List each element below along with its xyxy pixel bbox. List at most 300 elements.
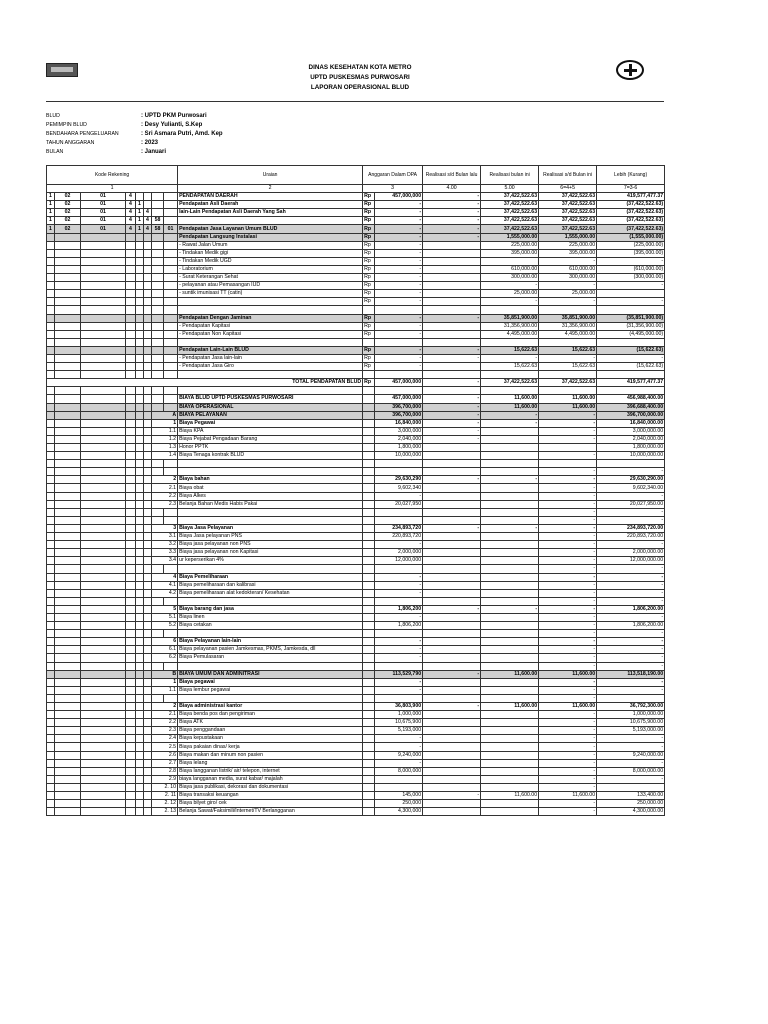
table-cell: [81, 589, 126, 597]
table-cell: 4,495,000.00: [481, 330, 539, 338]
table-cell: 37,422,522.63: [481, 209, 539, 217]
table-cell: [126, 541, 136, 549]
table-cell: 1: [47, 217, 55, 225]
table-cell: -: [375, 217, 423, 225]
table-cell: -: [539, 694, 597, 702]
table-cell: [144, 427, 152, 435]
table-cell: 113,529,790: [375, 670, 423, 678]
table-row: [47, 508, 665, 516]
table-cell: [363, 743, 375, 751]
table-cell: [47, 444, 55, 452]
table-cell: 4,495,000.00: [539, 330, 597, 338]
table-cell: [178, 387, 363, 395]
table-cell: [81, 468, 126, 476]
table-cell: [363, 338, 375, 346]
table-cell: 4: [152, 573, 178, 581]
table-cell: [126, 751, 136, 759]
table-cell: 1,800,000.00: [597, 444, 665, 452]
table-cell: Rp: [363, 257, 375, 265]
table-cell: [152, 460, 164, 468]
table-cell: [81, 371, 126, 379]
table-cell: -: [375, 354, 423, 362]
table-row: [47, 694, 665, 702]
table-cell: [363, 727, 375, 735]
table-cell: - Laboratorium: [178, 265, 363, 273]
table-cell: [423, 274, 481, 282]
table-cell: [81, 354, 126, 362]
info-value: : UPTD PKM Purwosari: [141, 113, 207, 119]
table-cell: [81, 800, 126, 808]
table-cell: 1: [136, 209, 144, 217]
table-cell: [481, 589, 539, 597]
table-cell: -: [423, 346, 481, 354]
report-header: [200, 63, 520, 93]
table-cell: [178, 306, 363, 314]
table-cell: [126, 759, 136, 767]
table-cell: [144, 492, 152, 500]
table-cell: [164, 257, 178, 265]
table-cell: [423, 298, 481, 306]
table-cell: 35,851,900.00: [539, 314, 597, 322]
table-cell: -: [539, 508, 597, 516]
table-cell: [363, 524, 375, 532]
table-cell: [164, 395, 178, 403]
table-cell: (610,000.00): [597, 265, 665, 273]
table-cell: [136, 387, 144, 395]
table-cell: [423, 541, 481, 549]
table-cell: 9,240,000: [375, 751, 423, 759]
table-cell: [81, 808, 126, 816]
table-cell: [363, 792, 375, 800]
table-cell: [481, 257, 539, 265]
table-row: [47, 403, 665, 411]
table-cell: [423, 557, 481, 565]
table-cell: [81, 694, 126, 702]
table-cell: [597, 694, 665, 702]
table-cell: [363, 694, 375, 702]
table-cell: -: [539, 452, 597, 460]
table-cell: -: [539, 354, 597, 362]
table-cell: [597, 387, 665, 395]
table-cell: [423, 759, 481, 767]
table-cell: [81, 541, 126, 549]
table-row: [47, 500, 665, 508]
table-row: [47, 808, 665, 816]
table-cell: 01: [81, 201, 126, 209]
table-cell: [136, 508, 144, 516]
table-cell: [136, 670, 144, 678]
table-cell: [126, 767, 136, 775]
table-cell: [126, 686, 136, 694]
table-cell: [136, 265, 144, 273]
table-cell: 113,518,190.00: [597, 670, 665, 678]
col-number: 4.00: [423, 185, 481, 193]
table-cell: 6: [152, 638, 178, 646]
table-cell: [152, 209, 164, 217]
table-cell: 11,600.00: [481, 403, 539, 411]
table-cell: [55, 557, 81, 565]
table-cell: [423, 257, 481, 265]
table-cell: [144, 306, 152, 314]
table-cell: -: [597, 516, 665, 524]
info-label: PEMIMPIN BLUD: [46, 122, 87, 128]
table-cell: [47, 524, 55, 532]
table-cell: [126, 719, 136, 727]
table-cell: [144, 703, 152, 711]
table-cell: [423, 727, 481, 735]
table-cell: [55, 783, 81, 791]
table-cell: [423, 678, 481, 686]
table-cell: [136, 751, 144, 759]
table-cell: Biaya pegawai: [178, 678, 363, 686]
table-row: [47, 670, 665, 678]
table-cell: [55, 476, 81, 484]
table-row: [47, 524, 665, 532]
info-row: [46, 121, 223, 130]
table-cell: [481, 630, 539, 638]
table-cell: A: [152, 411, 178, 419]
info-label: BULAN: [46, 149, 64, 155]
table-cell: 4: [144, 225, 152, 233]
table-cell: [423, 533, 481, 541]
table-cell: 02: [55, 193, 81, 201]
table-cell: Rp: [363, 314, 375, 322]
table-cell: [481, 783, 539, 791]
table-cell: [81, 500, 126, 508]
table-cell: [55, 282, 81, 290]
table-cell: Rp: [363, 346, 375, 354]
table-cell: [126, 557, 136, 565]
table-cell: [47, 622, 55, 630]
table-cell: 15,622.63: [539, 363, 597, 371]
table-cell: [152, 363, 164, 371]
table-cell: [126, 476, 136, 484]
table-cell: [423, 290, 481, 298]
table-cell: [47, 249, 55, 257]
table-cell: [144, 484, 152, 492]
table-cell: -: [375, 282, 423, 290]
table-cell: Biaya lelang: [178, 759, 363, 767]
table-cell: [81, 435, 126, 443]
table-cell: [126, 500, 136, 508]
table-cell: -: [423, 605, 481, 613]
table-cell: [81, 274, 126, 282]
table-cell: [81, 249, 126, 257]
table-cell: -: [539, 516, 597, 524]
table-cell: [144, 314, 152, 322]
table-cell: [136, 241, 144, 249]
table-cell: Biaya linen: [178, 613, 363, 621]
table-cell: -: [597, 508, 665, 516]
table-cell: [152, 630, 164, 638]
table-cell: -: [539, 573, 597, 581]
table-cell: 1,806,200: [375, 605, 423, 613]
table-cell: Biaya langganan listrik/ air/ telepon, internet: [178, 767, 363, 775]
table-cell: [144, 282, 152, 290]
table-cell: [55, 306, 81, 314]
table-cell: [375, 630, 423, 638]
table-cell: -: [423, 217, 481, 225]
table-cell: -: [539, 743, 597, 751]
table-cell: [363, 468, 375, 476]
table-cell: [136, 654, 144, 662]
table-cell: 2.9: [152, 775, 178, 783]
table-cell: -: [539, 597, 597, 605]
table-cell: [47, 322, 55, 330]
table-cell: Biaya lembur pegawai: [178, 686, 363, 694]
table-cell: [481, 581, 539, 589]
table-cell: -: [539, 646, 597, 654]
table-cell: [363, 573, 375, 581]
table-cell: [152, 233, 164, 241]
table-cell: [363, 427, 375, 435]
table-cell: [375, 694, 423, 702]
table-cell: [164, 338, 178, 346]
table-cell: [144, 581, 152, 589]
table-cell: [375, 306, 423, 314]
table-cell: B: [152, 670, 178, 678]
table-row: [47, 233, 665, 241]
table-cell: 29,630,290: [375, 476, 423, 484]
table-cell: 02: [55, 201, 81, 209]
table-cell: [47, 654, 55, 662]
table-cell: [55, 711, 81, 719]
table-cell: Rp: [363, 209, 375, 217]
table-cell: [47, 346, 55, 354]
table-cell: 1,000,000.00: [597, 711, 665, 719]
table-cell: -: [539, 533, 597, 541]
table-cell: 9,602,340: [375, 484, 423, 492]
table-cell: [47, 395, 55, 403]
table-cell: [81, 282, 126, 290]
table-cell: Biaya Jasa Pelayanan: [178, 524, 363, 532]
table-cell: [55, 565, 81, 573]
table-cell: [152, 597, 164, 605]
table-cell: [363, 460, 375, 468]
table-cell: [136, 427, 144, 435]
table-cell: 4,300,000.00: [597, 808, 665, 816]
table-cell: 1: [136, 201, 144, 209]
table-cell: [81, 759, 126, 767]
table-cell: [47, 435, 55, 443]
table-cell: [375, 468, 423, 476]
table-cell: 1,806,200.00: [597, 605, 665, 613]
table-cell: [136, 346, 144, 354]
table-cell: Honor PPTK: [178, 444, 363, 452]
table-cell: [55, 241, 81, 249]
table-cell: 16,840,000.00: [597, 419, 665, 427]
table-cell: [55, 411, 81, 419]
table-cell: [136, 452, 144, 460]
table-cell: [375, 460, 423, 468]
table-cell: -: [539, 282, 597, 290]
table-row: [47, 282, 665, 290]
table-cell: 457,000,000: [375, 395, 423, 403]
table-cell: [47, 686, 55, 694]
table-cell: [126, 249, 136, 257]
table-cell: [375, 516, 423, 524]
table-cell: [144, 808, 152, 816]
table-cell: [126, 565, 136, 573]
table-cell: 234,893,720: [375, 524, 423, 532]
table-cell: [164, 217, 178, 225]
table-cell: -: [375, 646, 423, 654]
table-cell: [47, 468, 55, 476]
table-cell: 2.5: [152, 743, 178, 751]
table-cell: 610,000.00: [539, 265, 597, 273]
table-cell: [55, 354, 81, 362]
table-cell: -: [375, 581, 423, 589]
col-number: 7=3-6: [597, 185, 665, 193]
table-cell: 4.2: [152, 589, 178, 597]
table-cell: -: [597, 581, 665, 589]
table-cell: 8,000,000: [375, 767, 423, 775]
table-cell: [55, 274, 81, 282]
table-cell: [164, 193, 178, 201]
table-cell: [481, 452, 539, 460]
table-cell: [136, 662, 144, 670]
table-cell: [55, 249, 81, 257]
table-cell: -: [481, 282, 539, 290]
table-cell: 2.3: [152, 727, 178, 735]
table-cell: 133,400.00: [597, 792, 665, 800]
table-cell: -: [597, 686, 665, 694]
table-cell: Biaya Pelayanan lain-lain: [178, 638, 363, 646]
table-cell: [47, 257, 55, 265]
table-cell: [363, 484, 375, 492]
table-cell: -: [423, 703, 481, 711]
table-cell: [363, 549, 375, 557]
col-realisasi-lalu: Realisasi s/d Bulan lalu: [423, 166, 481, 185]
table-cell: -: [539, 484, 597, 492]
table-cell: Biaya administrasi kantor: [178, 703, 363, 711]
table-row: [47, 444, 665, 452]
table-cell: [375, 783, 423, 791]
table-cell: 1.4: [152, 452, 178, 460]
table-cell: Biaya bilyet giro/ cek: [178, 800, 363, 808]
table-cell: 11,600.00: [481, 670, 539, 678]
table-cell: [363, 516, 375, 524]
table-cell: [152, 516, 164, 524]
table-cell: -: [375, 613, 423, 621]
table-cell: -: [375, 573, 423, 581]
table-cell: [126, 387, 136, 395]
table-cell: -: [597, 257, 665, 265]
table-cell: 6.2: [152, 654, 178, 662]
table-cell: [126, 703, 136, 711]
info-value: : 2023: [141, 140, 159, 146]
table-cell: -: [539, 775, 597, 783]
table-cell: 2.2: [152, 719, 178, 727]
table-cell: [423, 800, 481, 808]
table-cell: 12,000,000.00: [597, 557, 665, 565]
table-row: [47, 516, 665, 524]
table-cell: [136, 492, 144, 500]
info-label: TAHUN ANGGARAN: [46, 140, 95, 146]
table-cell: [136, 686, 144, 694]
table-cell: 3: [152, 524, 178, 532]
table-cell: 396,700,000: [375, 411, 423, 419]
table-cell: Biaya jasa publikasi, dekorasi dan dokumentasi: [178, 783, 363, 791]
table-cell: -: [597, 354, 665, 362]
table-cell: [126, 727, 136, 735]
table-cell: [539, 460, 597, 468]
table-row: [47, 468, 665, 476]
table-cell: -: [423, 524, 481, 532]
table-cell: [136, 783, 144, 791]
table-cell: 2. 10: [152, 783, 178, 791]
table-cell: [152, 565, 164, 573]
table-cell: 300,000.00: [481, 274, 539, 282]
table-cell: [144, 743, 152, 751]
table-cell: -: [375, 322, 423, 330]
table-row: [47, 597, 665, 605]
table-cell: [55, 630, 81, 638]
table-cell: 11,600.00: [539, 792, 597, 800]
table-cell: [55, 444, 81, 452]
table-cell: [363, 565, 375, 573]
table-cell: [55, 767, 81, 775]
table-cell: [363, 646, 375, 654]
table-cell: [81, 605, 126, 613]
table-cell: [164, 468, 178, 476]
table-cell: [481, 492, 539, 500]
table-cell: -: [539, 524, 597, 532]
table-cell: [47, 573, 55, 581]
table-cell: 11,600.00: [539, 395, 597, 403]
table-cell: [136, 500, 144, 508]
table-cell: -: [539, 638, 597, 646]
table-row: [47, 209, 665, 217]
table-cell: Rp: [363, 290, 375, 298]
info-block: [46, 112, 223, 157]
table-cell: -: [423, 354, 481, 362]
table-cell: [144, 322, 152, 330]
table-cell: [47, 678, 55, 686]
table-cell: [481, 541, 539, 549]
info-row: [46, 130, 223, 139]
table-cell: [55, 533, 81, 541]
table-cell: [144, 613, 152, 621]
table-cell: [481, 371, 539, 379]
table-cell: [136, 274, 144, 282]
table-cell: 1: [152, 419, 178, 427]
table-cell: [55, 735, 81, 743]
table-cell: [136, 411, 144, 419]
table-cell: [136, 476, 144, 484]
table-cell: [47, 338, 55, 346]
table-cell: [55, 775, 81, 783]
table-row: [47, 419, 665, 427]
table-cell: [164, 694, 178, 702]
table-cell: (37,422,522.63): [597, 217, 665, 225]
table-cell: [363, 403, 375, 411]
table-cell: -: [539, 435, 597, 443]
table-cell: [136, 589, 144, 597]
table-cell: [363, 678, 375, 686]
table-row: [47, 193, 665, 201]
table-cell: [423, 249, 481, 257]
col-anggaran: Anggaran Dalam DPA: [363, 166, 423, 185]
table-cell: [144, 646, 152, 654]
table-cell: (15,622.63): [597, 363, 665, 371]
table-cell: 1: [47, 225, 55, 233]
table-row: [47, 759, 665, 767]
table-cell: [144, 500, 152, 508]
table-cell: -: [539, 468, 597, 476]
table-cell: 4.1: [152, 581, 178, 589]
table-cell: [363, 492, 375, 500]
